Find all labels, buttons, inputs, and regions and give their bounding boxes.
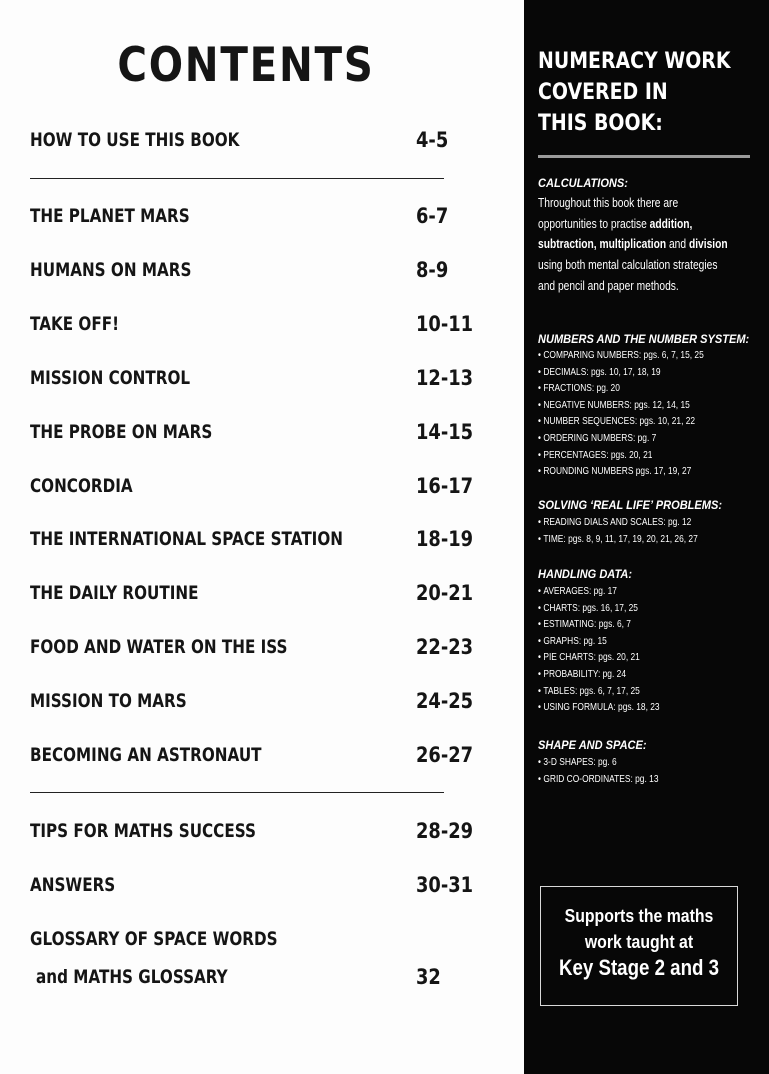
- toc-entry-title: MISSION CONTROL: [30, 367, 191, 389]
- calculations-text: Throughout this book there are opportunities to practise addition, subtraction, multiplication and division using both mental calculation strategies and pencil and paper methods.: [538, 196, 728, 293]
- handling-data-list: [538, 583, 690, 716]
- numeracy-panel: [524, 0, 769, 1074]
- list-item: • PROBABILITY: pg. 24: [538, 666, 660, 683]
- toc-entry-glossary-continued: [30, 962, 470, 992]
- toc-entry-pages: 14-15: [416, 420, 474, 444]
- toc-entry: [30, 816, 474, 846]
- numeracy-heading-line: NUMERACY WORK: [538, 49, 731, 74]
- list-item: • CHARTS: pgs. 16, 17, 25: [538, 600, 660, 617]
- toc-entry-title: TAKE OFF!: [30, 313, 120, 335]
- toc-entry: [30, 125, 470, 155]
- list-item: • PERCENTAGES: pgs. 20, 21: [538, 447, 704, 464]
- key-stage-box: [540, 886, 738, 1006]
- toc-entry-title: and MATHS GLOSSARY: [36, 966, 228, 988]
- toc-entry-title: HOW TO USE THIS BOOK: [30, 129, 240, 151]
- toc-entry-title: THE DAILY ROUTINE: [30, 582, 199, 604]
- list-item: • 3-D SHAPES: pg. 6: [538, 754, 658, 771]
- list-item: • ROUNDING NUMBERS pgs. 17, 19, 27: [538, 463, 704, 480]
- toc-entry-pages: 28-29: [416, 819, 474, 843]
- toc-entry-title: HUMANS ON MARS: [30, 259, 192, 281]
- toc-entry-title: THE PROBE ON MARS: [30, 421, 213, 443]
- calculations-heading: CALCULATIONS:: [538, 176, 628, 190]
- toc-entry: [30, 524, 474, 554]
- toc-entry-pages: 6-7: [416, 204, 449, 228]
- toc-entry-title: CONCORDIA: [30, 475, 133, 497]
- list-item: • NEGATIVE NUMBERS: pgs. 12, 14, 15: [538, 397, 704, 414]
- toc-entry: [30, 686, 474, 716]
- number-system-heading: NUMBERS AND THE NUMBER SYSTEM:: [538, 332, 750, 346]
- numeracy-heading-line: THIS BOOK:: [538, 111, 663, 136]
- list-item: • ESTIMATING: pgs. 6, 7: [538, 616, 660, 633]
- toc-entry-title: THE INTERNATIONAL SPACE STATION: [30, 528, 343, 550]
- list-item: • TABLES: pgs. 6, 7, 17, 25: [538, 683, 660, 700]
- toc-entry-pages: 12-13: [416, 366, 474, 390]
- toc-entry: [30, 471, 474, 501]
- numeracy-heading: [538, 46, 732, 139]
- list-item: • ORDERING NUMBERS: pg. 7: [538, 430, 704, 447]
- toc-entry: [30, 255, 470, 285]
- list-item: • COMPARING NUMBERS: pgs. 6, 7, 15, 25: [538, 347, 704, 364]
- key-stage-label: Key Stage 2 and 3: [558, 955, 720, 980]
- toc-entry-pages: 26-27: [416, 743, 474, 767]
- toc-entry: [30, 578, 474, 608]
- toc-entry-title: THE PLANET MARS: [30, 205, 190, 227]
- toc-entry-pages: 18-19: [416, 527, 474, 551]
- list-item: • TIME: pgs. 8, 9, 11, 17, 19, 20, 21, 26, 27: [538, 531, 698, 548]
- toc-entry: [30, 870, 474, 900]
- number-system-list: [538, 347, 745, 480]
- key-stage-box-text: Supports the maths work taught at: [564, 906, 714, 952]
- toc-entry: [30, 417, 474, 447]
- list-item: • PIE CHARTS: pgs. 20, 21: [538, 649, 660, 666]
- shape-space-list: [538, 754, 689, 787]
- list-item: • DECIMALS: pgs. 10, 17, 18, 19: [538, 364, 704, 381]
- list-item: • AVERAGES: pg. 17: [538, 583, 660, 600]
- toc-entry: [30, 740, 474, 770]
- toc-entry: [30, 309, 474, 339]
- list-item: • GRID CO-ORDINATES: pg. 13: [538, 771, 658, 788]
- numeracy-heading-line: COVERED IN: [538, 80, 668, 105]
- toc-entry: [30, 632, 474, 662]
- toc-entry-title: GLOSSARY OF SPACE WORDS: [30, 928, 278, 950]
- heading-underline: [538, 155, 750, 158]
- toc-entry-title: BECOMING AN ASTRONAUT: [30, 744, 262, 766]
- real-life-list: [538, 514, 738, 547]
- shape-space-heading: SHAPE AND SPACE:: [538, 738, 647, 752]
- toc-entry-pages: 20-21: [416, 581, 474, 605]
- list-item: • NUMBER SEQUENCES: pgs. 10, 21, 22: [538, 413, 704, 430]
- toc-entry-pages: 4-5: [416, 128, 449, 152]
- toc-entry-title: ANSWERS: [30, 874, 116, 896]
- handling-data-heading: HANDLING DATA:: [538, 567, 633, 581]
- contents-title: CONTENTS: [117, 38, 375, 93]
- toc-entry: [30, 201, 470, 231]
- list-item: • GRAPHS: pg. 15: [538, 633, 660, 650]
- toc-entry-pages: 16-17: [416, 474, 474, 498]
- toc-entry: [30, 363, 474, 393]
- real-life-heading: SOLVING ‘REAL LIFE’ PROBLEMS:: [538, 498, 723, 512]
- list-item: • USING FORMULA: pgs. 18, 23: [538, 699, 660, 716]
- section-divider: [30, 792, 444, 793]
- toc-entry-title: MISSION TO MARS: [30, 690, 187, 712]
- toc-entry-pages: 30-31: [416, 873, 474, 897]
- section-divider: [30, 178, 444, 179]
- toc-entry-pages: 24-25: [416, 689, 474, 713]
- list-item: • READING DIALS AND SCALES: pg. 12: [538, 514, 698, 531]
- toc-entry-title: FOOD AND WATER ON THE ISS: [30, 636, 288, 658]
- toc-entry-glossary: [30, 924, 470, 954]
- toc-entry-title: TIPS FOR MATHS SUCCESS: [30, 820, 256, 842]
- toc-entry-pages: 22-23: [416, 635, 474, 659]
- toc-entry-pages: 8-9: [416, 258, 449, 282]
- toc-entry-pages: 32: [416, 965, 441, 989]
- list-item: • FRACTIONS: pg. 20: [538, 380, 704, 397]
- toc-entry-pages: 10-11: [416, 312, 474, 336]
